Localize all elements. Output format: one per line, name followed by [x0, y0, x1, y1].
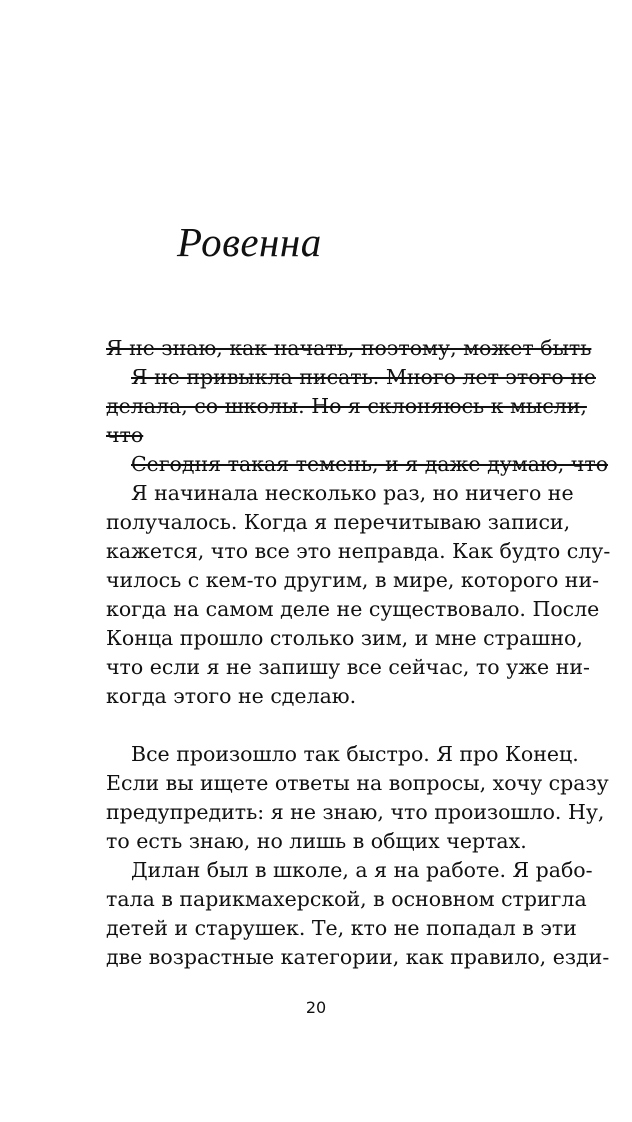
text-line: когда на самом деле не существовало. После: [106, 597, 600, 621]
paragraph-gap: [106, 711, 550, 740]
text-line: Конца прошло столько зим, и мне страшно,: [106, 626, 583, 650]
text-line: кажется, что все это неправда. Как будто слу-: [106, 539, 611, 563]
struck-line: что: [106, 423, 144, 447]
text-line: Если вы ищете ответы на вопросы, хочу сразу: [106, 771, 609, 795]
chapter-title: Ровенна: [177, 219, 322, 265]
text-line: две возрастные категории, как правило, езди-: [106, 945, 610, 969]
text-line: чилось с кем-то другим, в мире, которого ни-: [106, 568, 600, 592]
text-line: то есть знаю, но лишь в общих чертах.: [106, 829, 527, 853]
struck-line: Я не привыкла писать. Много лет этого не: [131, 365, 596, 389]
struck-line: делала, со школы. Но я склоняюсь к мысли,: [106, 394, 587, 418]
text-line: Дилан был в школе, а я на работе. Я рабо-: [131, 858, 593, 882]
text-line: предупредить: я не знаю, что произошло. Ну,: [106, 800, 605, 824]
page-number: 20: [305, 998, 327, 1017]
struck-line: Сегодня такая темень, и я даже думаю, что: [131, 452, 609, 476]
text-line: когда этого не сделаю.: [106, 684, 357, 708]
page-body: [106, 334, 611, 972]
text-line: получалось. Когда я перечитываю записи,: [106, 510, 571, 534]
text-line: что если я не запишу все сейчас, то уже ни-: [106, 655, 590, 679]
text-line: детей и старушек. Те, кто не попадал в эти: [106, 916, 577, 940]
text-line: тала в парикмахерской, в основном стригла: [106, 887, 587, 911]
text-line: Все произошло так быстро. Я про Конец.: [131, 742, 579, 766]
struck-line: Я не знаю, как начать, поэтому, может быть: [106, 336, 592, 360]
text-line: Я начинала несколько раз, но ничего не: [131, 481, 574, 505]
